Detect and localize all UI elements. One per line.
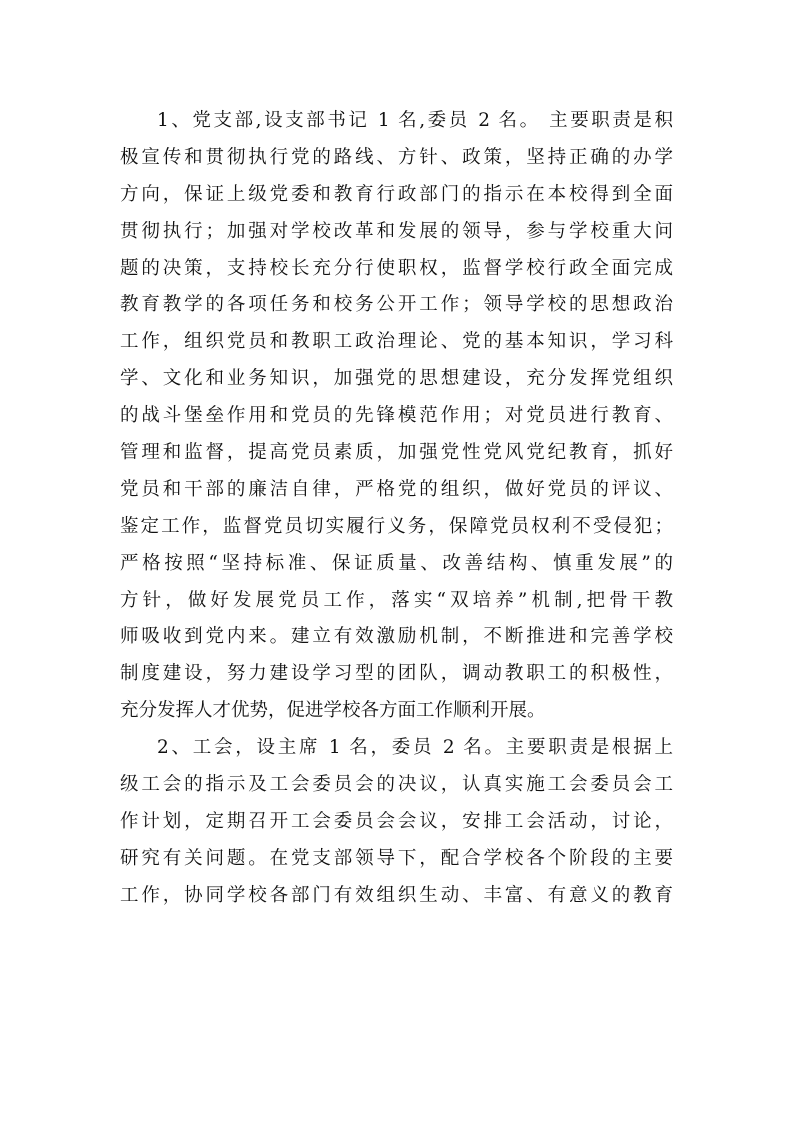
text-line: 制度建设，努力建设学习型的团队，调动教职工的积极性， [120, 663, 673, 685]
text-line: 方向，保证上级党委和教育行政部门的指示在本校得到全面 [120, 183, 673, 205]
text-line: 充分发挥人才优势，促进学校各方面工作顺利开展。 [120, 700, 546, 722]
text-line: 题的决策，支持校长充分行使职权，监督学校行政全面完成 [120, 257, 673, 279]
text-line: 级工会的指示及工会委员会的决议，认真实施工会委员会工 [120, 774, 673, 796]
text-line: 工作，协同学校各部门有效组织生动、丰富、有意义的教育 [120, 884, 673, 906]
document-body [120, 103, 673, 915]
text-line: 管理和监督，提高党员素质，加强党性党风党纪教育，抓好 [120, 442, 673, 464]
text-line: 教育教学的各项任务和校务公开工作；领导学校的思想政治 [120, 294, 673, 316]
text-line: 方针，做好发展党员工作，落实“双培养”机制,把骨干教 [120, 589, 673, 611]
text-line: 1、党支部,设支部书记 1 名,委员 2 名。 主要职责是积 [157, 110, 673, 131]
text-line: 研究有关问题。在党支部领导下，配合学校各个阶段的主要 [120, 847, 673, 869]
text-line: 2、工会，设主席 1 名，委员 2 名。主要职责是根据上 [157, 737, 673, 759]
text-line: 师吸收到党内来。建立有效激励机制，不断推进和完善学校 [120, 626, 673, 648]
text-line: 作计划，定期召开工会委员会会议，安排工会活动，讨论， [120, 810, 673, 832]
text-line: 极宣传和贯彻执行党的路线、方针、政策，坚持正确的办学 [120, 146, 673, 168]
text-line: 学、文化和业务知识，加强党的思想建设，充分发挥党组织 [120, 368, 673, 390]
text-line: 严格按照“坚持标准、保证质量、改善结构、慎重发展”的 [120, 552, 673, 574]
text-line: 的战斗堡垒作用和党员的先锋模范作用；对党员进行教育、 [120, 405, 673, 427]
text-line: 鉴定工作，监督党员切实履行义务，保障党员权利不受侵犯； [120, 515, 673, 537]
text-line: 党员和干部的廉洁自律，严格党的组织，做好党员的评议、 [120, 478, 673, 500]
text-line: 工作，组织党员和教职工政治理论、党的基本知识，学习科 [120, 331, 673, 353]
text-line: 贯彻执行；加强对学校改革和发展的领导，参与学校重大问 [120, 220, 673, 242]
